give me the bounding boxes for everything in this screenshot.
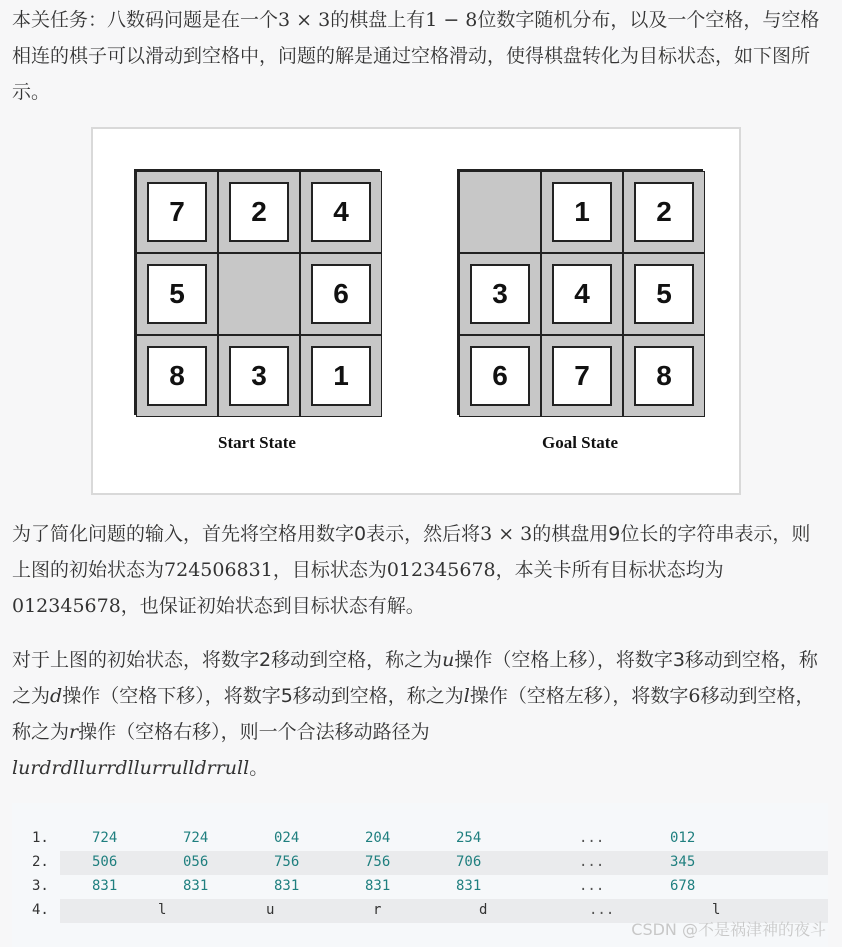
intro-math-board-size: 3 × 3: [278, 9, 331, 31]
code-token: 756: [274, 854, 300, 870]
start-cell: [136, 253, 218, 335]
start-tile: 5: [147, 264, 207, 324]
goal-cell: [541, 253, 623, 335]
encoding-text-5: ，也保证初始状态到目标状态有解。: [120, 595, 425, 617]
code-ellipsis: ...: [579, 854, 605, 870]
encoding-paragraph: [12, 516, 824, 624]
code-token: 831: [456, 878, 482, 894]
start-cell: [218, 335, 300, 417]
move-r: r: [69, 721, 79, 743]
goal-cell: [623, 171, 705, 253]
goal-blank-cell: [459, 171, 541, 253]
code-ellipsis: ...: [579, 878, 605, 894]
goal-state-string: 012345678: [386, 559, 496, 581]
start-cell: [218, 171, 300, 253]
moves-paragraph: [12, 642, 824, 786]
goal-cell: [623, 335, 705, 417]
move-path: lurdrdllurrdllurrulldrrull: [12, 757, 250, 779]
goal-cell: [459, 335, 541, 417]
goal-cell: [459, 253, 541, 335]
move-l: l: [463, 685, 470, 707]
code-token: 506: [92, 854, 118, 870]
encoding-text-4: ，本关卡所有目标状态均为: [495, 559, 724, 581]
line-number: 3.: [32, 878, 49, 894]
code-token: 756: [365, 854, 391, 870]
line-number: 4.: [32, 902, 49, 918]
line-number: 1.: [32, 830, 49, 846]
goal-tile: 8: [634, 346, 694, 406]
code-token: 204: [365, 830, 391, 846]
start-tile: 3: [229, 346, 289, 406]
start-cell: [136, 171, 218, 253]
encoding-text-3: ，目标状态为: [272, 559, 387, 581]
start-cell: [300, 171, 382, 253]
goal-tile: 6: [470, 346, 530, 406]
goal-tile: 4: [552, 264, 612, 324]
code-token: 345: [670, 854, 696, 870]
code-move: d: [479, 902, 488, 918]
moves-text-4: 操作（空格左移），将数字: [469, 685, 689, 707]
moves-text-5: 移动到空格，称之为: [12, 685, 815, 743]
goal-state-board: [457, 169, 703, 415]
code-move: l: [158, 902, 167, 918]
moves-text-1: 对于上图的初始状态，将数字2移动到空格，称之为: [12, 649, 443, 671]
goal-tile: 2: [634, 182, 694, 242]
goal-tile: 7: [552, 346, 612, 406]
intro-text-1: 本关任务：八数码问题是在一个: [12, 9, 279, 31]
code-token: 831: [274, 878, 300, 894]
encoding-math-board-size: 3 × 3: [480, 523, 533, 545]
code-move: r: [373, 902, 382, 918]
start-cell: [136, 335, 218, 417]
encoding-text-2: 的棋盘用9位长的字符串表示，则上图的初始状态为: [12, 523, 811, 581]
code-line-3: [12, 875, 828, 899]
csdn-watermark: CSDN @不是祸津神的夜斗: [631, 920, 826, 939]
code-line-2: [12, 851, 828, 875]
puzzle-figure: [91, 127, 741, 495]
start-state-board: [134, 169, 380, 415]
start-cell: [300, 253, 382, 335]
start-state-caption: Start State: [218, 433, 296, 452]
intro-text-2: 的棋盘上有: [330, 9, 426, 31]
start-tile: 8: [147, 346, 207, 406]
start-tile: 1: [311, 346, 371, 406]
moves-text-2: 操作（空格上移），将数字3移动到空格，称之为: [12, 649, 818, 707]
code-token: 831: [365, 878, 391, 894]
goal-tile: 5: [634, 264, 694, 324]
goal-tile: 1: [552, 182, 612, 242]
start-blank-cell: [218, 253, 300, 335]
code-move: l: [712, 902, 721, 918]
code-ellipsis: ...: [579, 830, 605, 846]
goal-state-caption: Goal State: [541, 433, 619, 452]
intro-text-3: 位数字随机分布，以及一个空格，与空格相连的棋子可以滑动到空格中，问题的解是通过空格滑动，使得棋盘转化为目标状态，如下图所示。: [12, 9, 820, 103]
code-token: 724: [92, 830, 118, 846]
start-tile: 6: [311, 264, 371, 324]
move-u: u: [442, 649, 455, 671]
code-token: 831: [183, 878, 209, 894]
code-token: 024: [274, 830, 300, 846]
moves-text-7: 。: [249, 757, 269, 779]
moves-math-6: 6: [688, 685, 701, 707]
start-cell: [300, 335, 382, 417]
start-tile: 2: [229, 182, 289, 242]
goal-tile: 3: [470, 264, 530, 324]
code-token: 678: [670, 878, 696, 894]
code-token: 706: [456, 854, 482, 870]
intro-math-range: 1 − 8: [425, 9, 478, 31]
code-move: u: [266, 902, 275, 918]
line-number: 2.: [32, 854, 49, 870]
goal-cell: [623, 253, 705, 335]
code-token: 012: [670, 830, 696, 846]
encoding-text-1: 为了简化问题的输入，首先将空格用数字0表示，然后将: [12, 523, 481, 545]
start-tile: 7: [147, 182, 207, 242]
goal-state-string-2: 012345678: [12, 595, 121, 617]
goal-cell: [541, 335, 623, 417]
moves-text-6: 操作（空格右移），则一个合法移动路径为: [78, 721, 430, 743]
code-ellipsis: ...: [589, 902, 615, 918]
code-token: 831: [92, 878, 118, 894]
moves-text-3: 操作（空格下移），将数字5移动到空格，称之为: [62, 685, 464, 707]
move-d: d: [50, 685, 63, 707]
goal-cell: [541, 171, 623, 253]
intro-paragraph: [12, 2, 824, 110]
start-tile: 4: [311, 182, 371, 242]
code-token: 056: [183, 854, 209, 870]
code-token: 254: [456, 830, 482, 846]
code-line-1: [12, 827, 828, 851]
code-token: 724: [183, 830, 209, 846]
start-state-string: 724506831: [164, 559, 273, 581]
